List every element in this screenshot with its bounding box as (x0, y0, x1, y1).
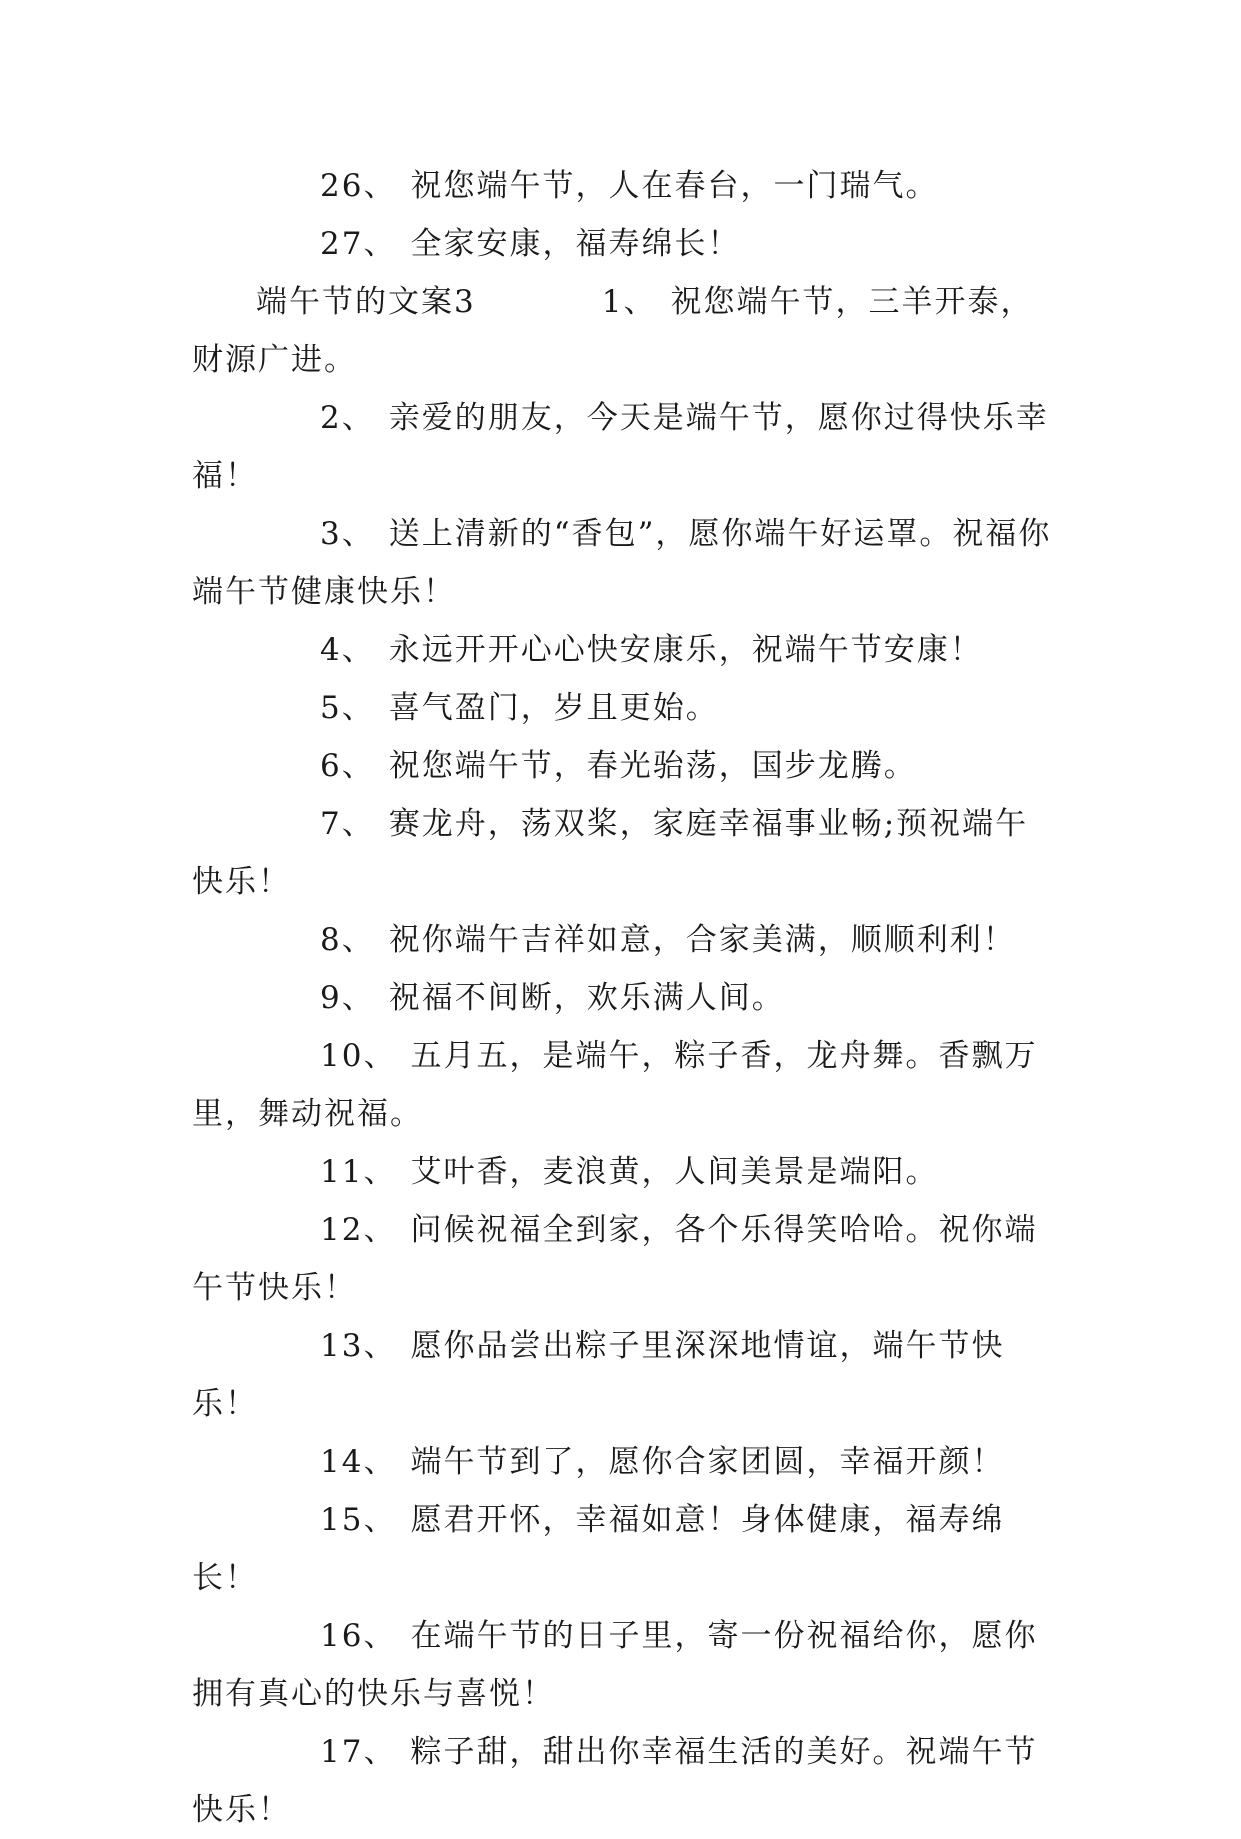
item-text: 艾叶香，麦浪黄，人间美景是端阳。 (410, 1154, 939, 1190)
item-number: 16、 (320, 1618, 397, 1654)
list-item (192, 679, 1052, 737)
item-number: 14、 (320, 1444, 397, 1480)
list-item (192, 505, 1052, 621)
item-text: 愿你品尝出粽子里深深地情谊，端午节快乐！ (192, 1328, 1005, 1422)
item-number: 12、 (320, 1212, 397, 1248)
item-number: 10、 (320, 1038, 397, 1074)
item-text: 送上清新的“香包”，愿你端午好运罩。祝福你端午节健康快乐！ (192, 516, 1052, 610)
item-text: 全家安康，福寿绵长！ (410, 226, 741, 262)
list-item (192, 737, 1052, 795)
list-item (192, 1491, 1052, 1607)
item-text: 粽子甜，甜出你幸福生活的美好。祝端午节快乐！ (192, 1734, 1038, 1828)
item-number: 6、 (320, 748, 375, 784)
list-item (192, 1607, 1052, 1723)
item-number: 11、 (320, 1154, 397, 1190)
section-heading: 端午节的文案3 (256, 284, 476, 320)
item-number: 27、 (320, 226, 397, 262)
item-text: 祝你端午吉祥如意，合家美满，顺顺利利！ (388, 922, 1016, 958)
list-item (192, 1317, 1052, 1433)
item-text: 在端午节的日子里，寄一份祝福给你，愿你拥有真心的快乐与喜悦！ (192, 1618, 1038, 1712)
item-number: 13、 (320, 1328, 397, 1364)
item-text: 永远开开心心快安康乐，祝端午节安康！ (388, 632, 983, 668)
list-item (192, 795, 1052, 911)
list-item (192, 389, 1052, 505)
item-text: 赛龙舟，荡双桨，家庭幸福事业畅;预祝端午快乐！ (192, 806, 1029, 900)
item-number: 15、 (320, 1502, 397, 1538)
item-text: 五月五，是端午，粽子香，龙舟舞。香飘万里，舞动祝福。 (192, 1038, 1038, 1132)
item-number: 4、 (320, 632, 375, 668)
item-text: 喜气盈门，岁且更始。 (388, 690, 719, 726)
item-text: 问候祝福全到家，各个乐得笑哈哈。祝你端午节快乐！ (192, 1212, 1038, 1306)
list-item (192, 157, 1052, 215)
item-text: 端午节到了，愿你合家团圆，幸福开颜！ (410, 1444, 1005, 1480)
list-item (192, 215, 1052, 273)
item-number: 9、 (320, 980, 375, 1016)
item-number: 7、 (320, 806, 375, 842)
item-text: 愿君开怀，幸福如意！身体健康，福寿绵长！ (192, 1502, 1005, 1596)
item-number: 2、 (320, 400, 375, 436)
item-text: 亲爱的朋友，今天是端午节，愿你过得快乐幸福！ (192, 400, 1049, 494)
item-text: 祝您端午节，春光骀荡，国步龙腾。 (388, 748, 917, 784)
item-number: 3、 (320, 516, 375, 552)
list-item (192, 969, 1052, 1027)
item-text: 祝福不间断，欢乐满人间。 (388, 980, 785, 1016)
item-number: 1、 (601, 284, 657, 320)
list-item (192, 1201, 1052, 1317)
item-text: 祝您端午节，人在春台，一门瑞气。 (410, 168, 939, 204)
document-body (192, 157, 1052, 1839)
item-text: 祝您端午节，三羊开泰，财源广进。 (192, 284, 1034, 378)
list-item (192, 1433, 1052, 1491)
list-item (192, 1027, 1052, 1143)
list-item (192, 621, 1052, 679)
item-number: 8、 (320, 922, 375, 958)
item-number: 17、 (320, 1734, 397, 1770)
list-item (192, 1723, 1052, 1839)
list-item (192, 911, 1052, 969)
section-heading-paragraph (192, 273, 1052, 389)
item-number: 5、 (320, 690, 375, 726)
item-number: 26、 (320, 168, 397, 204)
list-item (192, 1143, 1052, 1201)
